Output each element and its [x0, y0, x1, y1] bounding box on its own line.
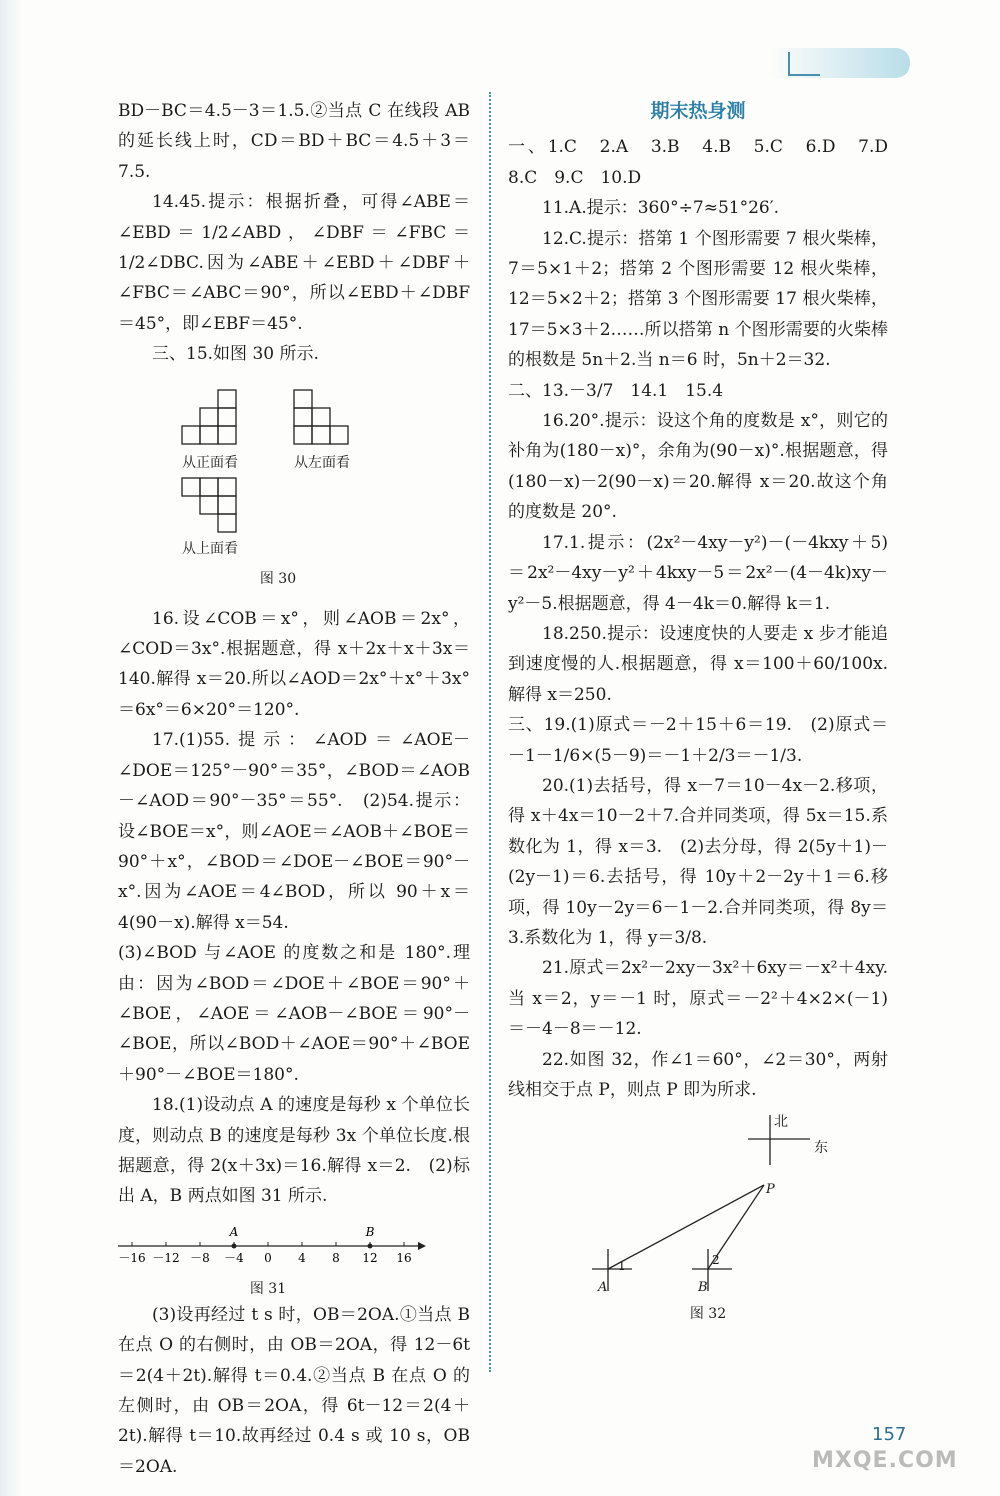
- figure-31: [118, 1216, 470, 1296]
- answer-18-3: (3)设再经过 t s 时，OB＝2OA.①当点 B 在点 O 的右侧时，由 OB＝2OA，得 12－6t＝2(4＋2t).解得 t＝0.4.②当点 B 在点 O 的左侧时，由 OB＝2OA，得 6t－12＝2(4＋2t).解得 t＝10.故再经过 0.4 s 或 10 s，OB＝2OA.: [118, 1304, 470, 1477]
- figure-31-number-line: [118, 1216, 470, 1276]
- fig32-north-label: 北: [774, 1114, 788, 1131]
- fig30-top-label: 从上面看: [182, 540, 238, 557]
- tick-label: －8: [190, 1250, 210, 1265]
- tick-label: －16: [118, 1250, 146, 1265]
- tick-label: 12: [362, 1250, 378, 1265]
- answer-r12: 12.C.提示：搭第 1 个图形需要 7 根火柴棒，7＝5×1＋2；搭第 2 个图形需要 12 根火柴棒，12＝5×2＋2；搭第 3 个图形需要 17 根火柴棒，17＝5×3＋2……所以搭第 n 个图形需要的火柴棒的根数是 5n＋2.当 n＝6 时，5n＋2＝32.: [508, 228, 888, 371]
- point-label-a: A: [229, 1224, 239, 1239]
- figure-32-drawing: [508, 1109, 888, 1299]
- left-column: [118, 96, 470, 1482]
- fig32-point-b: B: [698, 1280, 708, 1296]
- fig32-angle-2: 2: [712, 1253, 720, 1268]
- answer-17: 17.(1)55.提示：∠AOD＝∠AOE－∠DOE＝125°－90°＝35°，∠BOD＝∠AOB－∠AOD＝90°－35°＝55°. (2)54.提示：设∠BOE＝x°，则∠AOE＝∠AOB＋∠BOE＝90°＋x°，∠BOD＝∠DOE－∠BOE＝90°－x°.因为∠AOE＝4∠BOD，所以 90＋x＝4(90－x).解得 x＝54.: [118, 730, 470, 933]
- answer-r11: 11.A.提示：360°÷7≈51°26′.: [542, 198, 779, 219]
- answer-17-3: (3)∠BOD 与∠AOE 的度数之和是 180°.理由：因为∠BOD＝∠DOE＋∠BOE＝90°＋∠BOE，∠AOE＝∠AOB－∠BOE＝90°－∠BOE，所以∠BOD＋∠AOE＝90°＋∠BOE＋90°－∠BOE＝180°.: [118, 943, 470, 1085]
- page-number: 157: [872, 1424, 907, 1445]
- answer-r17: 17.1.提示：(2x²－4xy－y²)－(－4kxy＋5)＝2x²－4xy－y²＋4kxy－5＝2x²－(4－4k)xy－y²－5.根据题意，得 4－4k＝0.解得 k＝1.: [508, 532, 888, 614]
- tick-label: 16: [396, 1250, 412, 1265]
- answer-r19: 三、19.(1)原式＝－2＋15＋6＝19. (2)原式＝－1－1/6×(5－9)＝－1＋2/3＝－1/3.: [508, 715, 888, 766]
- answer-r22: 22.如图 32，作∠1＝60°，∠2＝30°，两射线相交于点 P，则点 P 即为所求.: [508, 1049, 888, 1100]
- tick-label: －4: [224, 1250, 244, 1265]
- header-mark: [788, 52, 820, 76]
- tick-label: 8: [332, 1250, 340, 1265]
- fill-answers: 二、13.－3/7 14.1 15.4: [508, 380, 724, 401]
- answer-14: 14.45.提示：根据折叠，可得∠ABE＝∠EBD＝1/2∠ABD，∠DBF＝∠FBC＝1/2∠DBC.因为∠ABE＋∠EBD＋∠DBF＋∠FBC＝∠ABC＝90°，所以∠EBD＋∠DBF＝45°，即∠EBF＝45°.: [118, 192, 470, 334]
- tick-label: 0: [264, 1250, 272, 1265]
- fig32-east-label: 东: [814, 1140, 828, 1157]
- fig30-front-label: 从正面看: [182, 454, 238, 471]
- right-column: [508, 96, 905, 1323]
- answer-r16: 16.20°.提示：设这个角的度数是 x°，则它的补角为(180－x)°，余角为(90－x)°.根据题意，得(180－x)－2(90－x)＝20.解得 x＝20.故这个角的度数是 20°.: [508, 411, 888, 523]
- answer-r21: 21.原式＝2x²－2xy－3x²＋6xy＝－x²＋4xy.当 x＝2，y＝－1 时，原式＝－2²＋4×2×(－1)＝－4－8＝－12.: [508, 958, 888, 1040]
- watermark: MXQE.COM: [812, 1448, 958, 1473]
- point-a: [232, 1243, 237, 1248]
- column-divider: [489, 92, 491, 1372]
- figure-32: [508, 1109, 888, 1323]
- fig31-caption: 图 31: [249, 1280, 287, 1297]
- answer-r18: 18.250.提示：设速度快的人要走 x 步才能追到速度慢的人.根据题意，得 x＝100＋60/100x.解得 x＝250.: [508, 623, 888, 705]
- answer-r20: 20.(1)去括号，得 x－7＝10－4x－2.移项，得 x＋4x＝10－2＋7.合并同类项，得 5x＝15.系数化为 1，得 x＝3. (2)去分母，得 2(5y＋1)－(2y－1)＝6.去括号，得 10y＋2－2y＋1＝6.移项，得 10y－2y＝6－1－2.合并同类项，得 8y＝3.系数化为 1，得 y＝3/8.: [508, 775, 888, 948]
- answer-18: 18.(1)设动点 A 的速度是每秒 x 个单位长度，则动点 B 的速度是每秒 3x 个单位长度.根据题意，得 2(x＋3x)＝16.解得 x＝2. (2)标出 A，B 两点如图 31 所示.: [118, 1095, 470, 1207]
- choice-answers: 一、1.C 2.A 3.B 4.B 5.C 6.D 7.D 8.C 9.C 10.D: [508, 137, 905, 188]
- fig32-point-p: P: [766, 1182, 775, 1198]
- fig32-point-a: A: [598, 1280, 608, 1296]
- fig30-left-label: 从左面看: [294, 454, 350, 471]
- answer-15: 三、15.如图 30 所示.: [152, 344, 319, 365]
- fig32-angle-1: 1: [618, 1259, 626, 1274]
- point-b: [368, 1243, 373, 1248]
- tick-label: －12: [152, 1250, 180, 1265]
- fig32-caption: 图 32: [689, 1306, 727, 1323]
- section-heading: 期末热身测: [650, 100, 746, 122]
- answer-13-cont: BD－BC＝4.5－3＝1.5.②当点 C 在线段 AB 的延长线上时，CD＝BD＋BC＝4.5＋3＝7.5.: [118, 101, 470, 182]
- figure-30: [118, 374, 470, 587]
- page-edge-shade: [0, 0, 22, 1496]
- fig30-caption: 图 30: [259, 570, 297, 587]
- point-label-b: B: [365, 1224, 375, 1239]
- tick-label: 4: [298, 1250, 306, 1265]
- answer-16: 16.设∠COB＝x°，则∠AOB＝2x°，∠COD＝3x°.根据题意，得 x＋2x＋x＋3x＝140.解得 x＝20.所以∠AOD＝2x°＋x°＋3x°＝6x°＝6×20°＝120°.: [118, 608, 470, 720]
